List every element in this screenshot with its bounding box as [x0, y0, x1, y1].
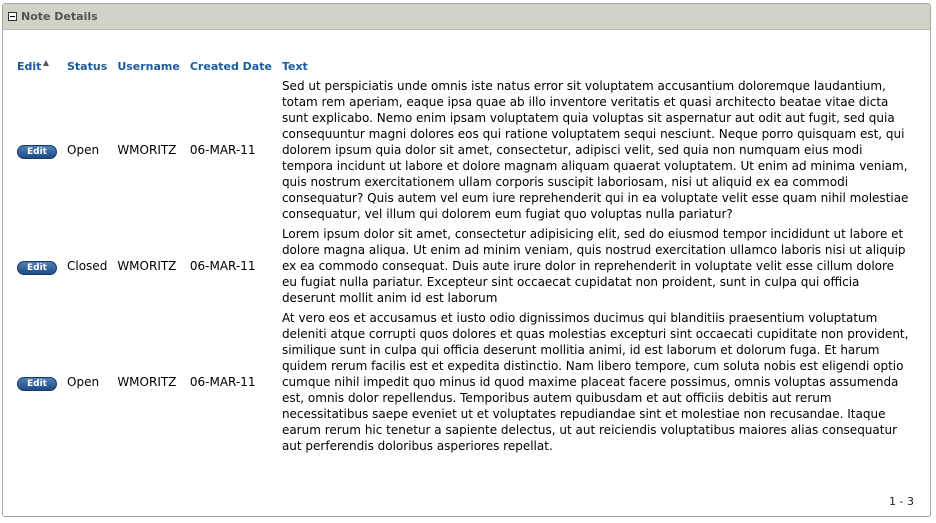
- table-row: [12, 76, 916, 224]
- notes-table: [12, 56, 916, 456]
- text-cell: Lorem ipsum dolor sit amet, consectetur adipisicing elit, sed do eiusmod tempor incididunt ut labore et dolore magna aliqua. Ut enim ad minim veniam, quis nostrud exercitation ullamco laboris nisi ut aliquip ex ea commodo consequat. Duis aute irure dolor in reprehenderit in voluptate velit esse cillum dolore eu fugiat nulla pariatur. Excepteur sint occaecat cupidatat non proident, sunt in culpa qui officia deserunt mollit anim id est laborum: [281, 227, 906, 305]
- username-cell: WMORITZ: [117, 259, 177, 273]
- edit-cell: [12, 224, 62, 308]
- status-cell: Open: [67, 143, 100, 157]
- username-cell: WMORITZ: [117, 375, 177, 389]
- edit-button[interactable]: Edit: [17, 145, 57, 159]
- text-cell: At vero eos et accusamus et iusto odio dignissimos ducimus qui blanditiis praesentium voluptatum deleniti atque corrupti quos dolores et quas molestias excepturi sint occaecati cupiditate non provident, similique sunt in culpa qui officia deserunt mollitia animi, id est laborum et dolorum fuga. Et harum quidem rerum facilis est et expedita distinctio. Nam libero tempore, cum soluta nobis est eligendi optio cumque nihil impedit quo minus id quod maxime placeat facere possimus, omnis voluptas assumenda est, omnis dolor repellendus. Temporibus autem quibusdam et aut officiis debitis aut rerum necessitatibus saepe eveniet ut et voluptates repudiandae sint et molestiae non recusandae. Itaque earum rerum hic tenetur a sapiente delectus, ut aut reiciendis voluptatibus maiores alias consequatur aut perferendis doloribus asperiores repellat.: [281, 311, 909, 453]
- created-date-cell: 06-MAR-11: [189, 143, 256, 157]
- column-header-created-date[interactable]: Created Date: [189, 59, 272, 73]
- edit-cell: [12, 76, 62, 224]
- note-details-region: [2, 3, 931, 517]
- status-cell: Open: [67, 375, 100, 389]
- username-cell: WMORITZ: [117, 143, 177, 157]
- table-row: [12, 224, 916, 308]
- column-header-username[interactable]: Username: [117, 59, 180, 73]
- created-date-cell: 06-MAR-11: [189, 375, 256, 389]
- edit-button[interactable]: Edit: [17, 377, 57, 391]
- column-header-edit-label: Edit: [17, 59, 42, 73]
- table-row: [12, 308, 916, 456]
- created-date-cell: 06-MAR-11: [189, 259, 256, 273]
- text-cell: Sed ut perspiciatis unde omnis iste natus error sit voluptatem accusantium doloremque laudantium, totam rem aperiam, eaque ipsa quae ab illo inventore veritatis et quasi architecto beatae vitae dicta sunt explicabo. Nemo enim ipsam voluptatem quia voluptas sit aspernatur aut odit aut fugit, sed quia consequuntur magni dolores eos qui ratione voluptatem sequi nesciunt. Neque porro quisquam est, qui dolorem ipsum quia dolor sit amet, consectetur, adipisci velit, sed quia non numquam eius modi tempora incidunt ut labore et dolore magnam aliquam quaerat voluptatem. Ut enim ad minima veniam, quis nostrum exercitationem ullam corporis suscipit laboriosam, nisi ut aliquid ex ea commodi consequatur? Quis autem vel eum iure reprehenderit qui in ea voluptate velit esse quam nihil molestiae consequatur, vel illum qui dolorem eum fugiat quo voluptas nulla pariatur?: [281, 79, 909, 221]
- pagination-range: 1 - 3: [889, 495, 914, 508]
- collapse-icon[interactable]: [8, 12, 17, 21]
- edit-button[interactable]: Edit: [17, 261, 57, 275]
- table-header-row: [12, 56, 916, 76]
- column-header-edit[interactable]: [12, 56, 62, 76]
- column-header-text[interactable]: Text: [281, 59, 308, 73]
- status-cell: Closed: [67, 259, 108, 273]
- region-header: [3, 4, 930, 30]
- column-header-status[interactable]: Status: [67, 59, 108, 73]
- edit-cell: [12, 308, 62, 456]
- sort-ascending-icon: [43, 60, 49, 66]
- region-title: Note Details: [21, 10, 98, 23]
